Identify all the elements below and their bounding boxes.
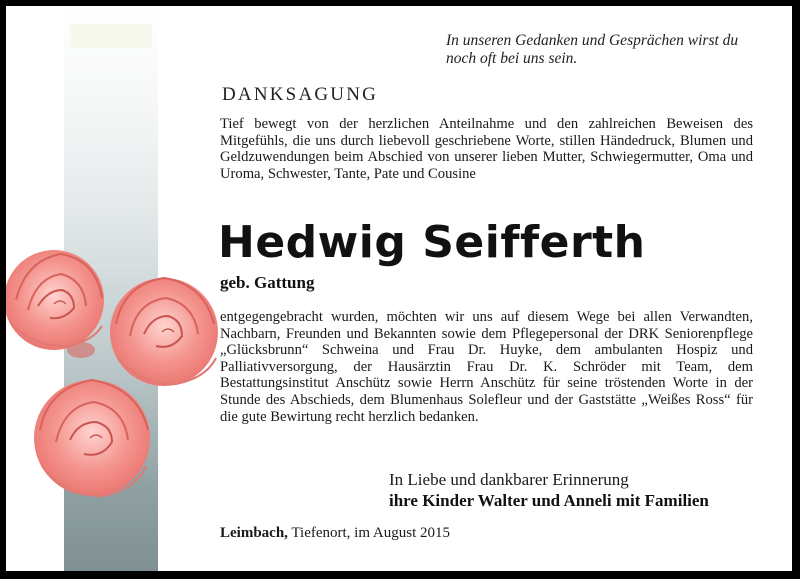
place-date [220,525,450,542]
rose-bottom [34,380,150,496]
maiden-name: geb. Gattung [220,273,315,292]
thanks-paragraph: entgegengebracht wurden, möchten wir uns auf diesem Wege bei allen Verwandten, Nachbarn, Freunden und Bekannten sowie dem Pflegepersonal der DRK Seniorenpflege „Glücksbrunn“ Schweina und Frau Dr. Huyke, dem ambulanten Hospiz und Palliativversorgung, der Hausärztin Frau Dr. K. Schröder mit Team, dem Bestattungsinstitut Anschütz sowie Herrn Anschütz für seine tröstenden Worte in der Stunde des Abschieds, dem Blumenhaus Solefleur und der Gaststätte „Weißes Ross“ für die gute Bewirtung recht herzlich bedanken. [220,309,753,425]
heading-danksagung: DANKSAGUNG [222,84,379,105]
deceased-name: Hedwig Seifferth [218,217,646,268]
closing-line: In Liebe und dankbarer Erinnerung [389,470,629,489]
motto-quote: In unseren Gedanken und Gesprächen wirst du noch oft bei uns sein. [446,32,739,67]
signatories: ihre Kinder Walter und Anneli mit Familien [389,491,709,510]
rose-top-left [6,250,104,350]
rose-right [110,278,218,386]
roses-image [6,240,221,505]
place-rest: Tiefenort, im August 2015 [287,525,451,541]
intro-paragraph: Tief bewegt von der herzlichen Anteilnahme und den zahlreichen Beweisen des Mitgefühls, die uns durch liebevoll geschriebene Worte, stillen Händedruck, Blumen und Geldzuwendungen beim Abschied von unserer lieben Mutter, Schwiegermutter, Oma und Uroma, Schwester, Tante, Pate und Cousine [220,116,753,182]
stripe-mark [70,24,152,48]
obituary-notice [6,6,792,571]
place-bold: Leimbach, [220,525,288,541]
